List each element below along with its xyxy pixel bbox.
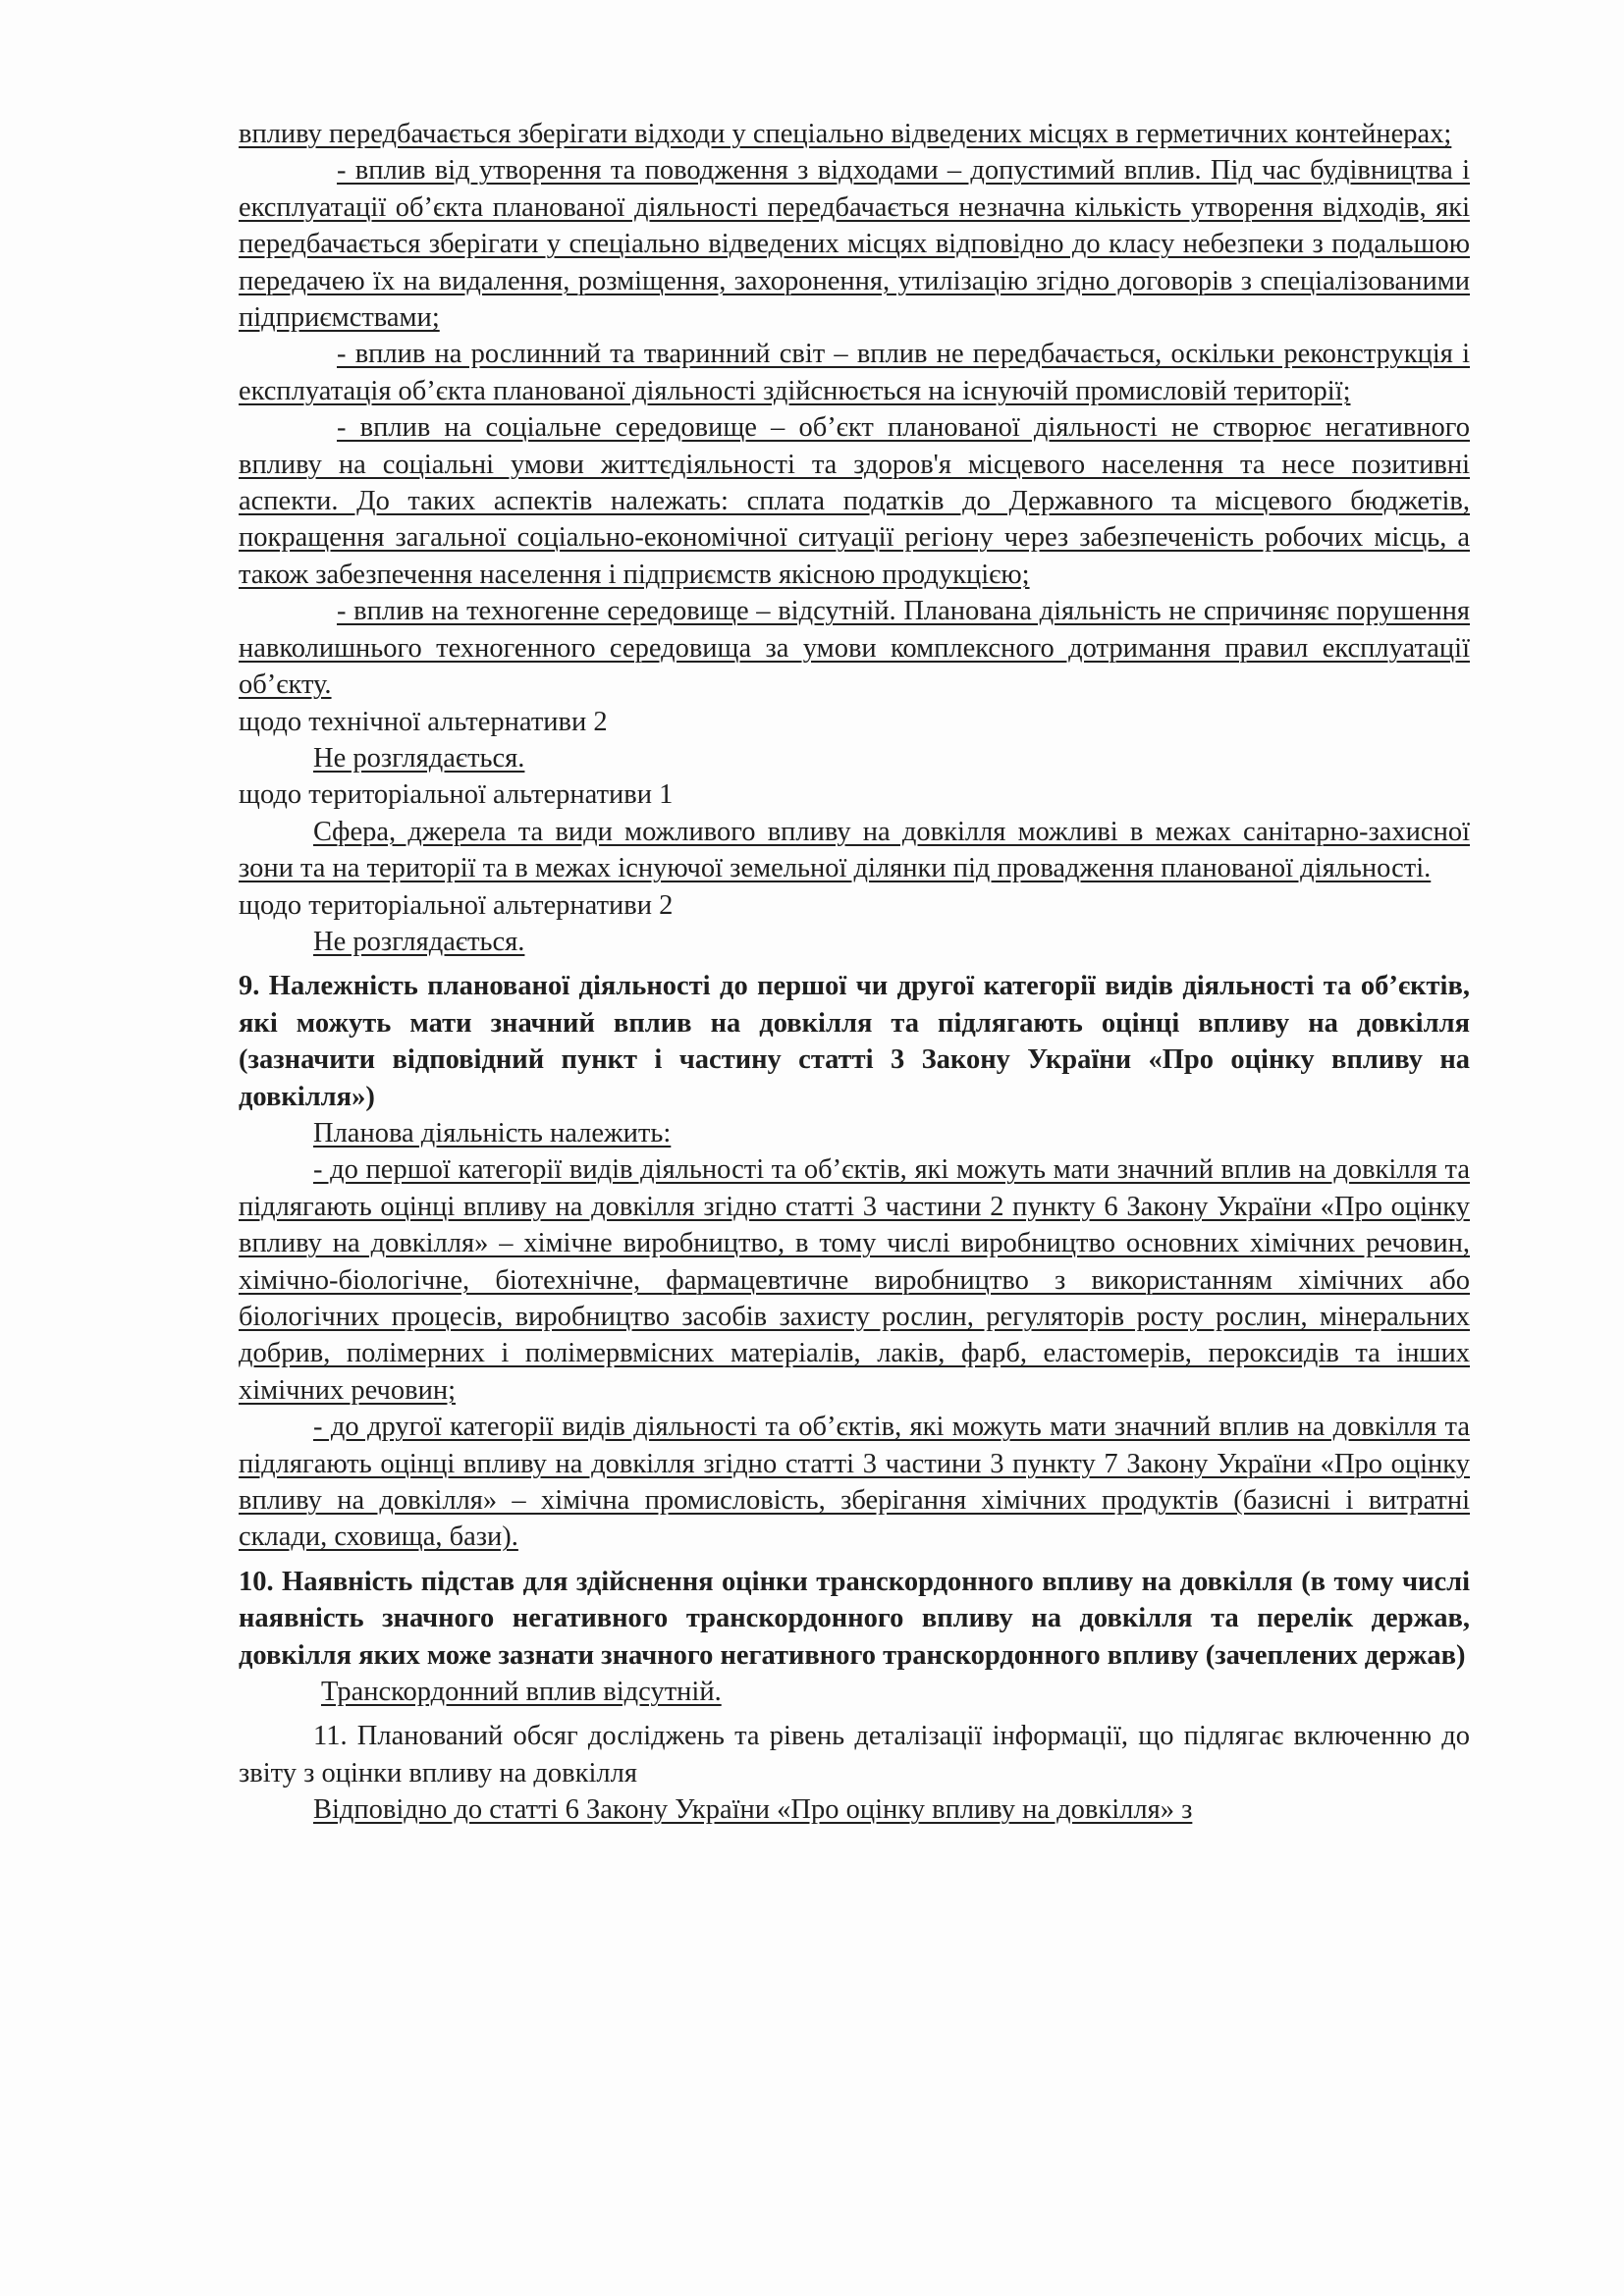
paragraph-waste-impact: - вплив від утворення та поводження з відходами – допустимий вплив. Під час будівництва і експлуатації об’єкта планованої діяльності передбачається незначна кількість утворення відходів, які передбачається зберігати у спеціально відведених місцях відповідно до класу небезпеки з подальшою передачею їх на видалення, розміщення, захоронення, утилізацію згідно договорів з спеціалізованими підприємствами;: [239, 155, 1470, 334]
document-body: [239, 116, 1470, 1829]
section-9-second-category: - до другої категорії видів діяльності та об’єктів, які можуть мати значний вплив на довкілля та підлягають оцінці впливу на довкілля згідно статті 3 частини 3 пункту 7 Закону України «Про оцінку впливу на довкілля» – хімічна промисловість, зберігання хімічних продуктів (базисні і витратні склади, сховища, бази).: [239, 1412, 1470, 1553]
section-11-heading: 11. Планований обсяг досліджень та рівень деталізації інформації, що підлягає включенню до звіту з оцінки впливу на довкілля: [239, 1721, 1470, 1789]
heading-territorial-alt-1: щодо територіальної альтернативи 1: [239, 779, 674, 811]
section-9-intro: [239, 1115, 1470, 1151]
heading-territorial-alt-2: щодо територіальної альтернативи 2: [239, 889, 674, 921]
text-not-considered-1-label: Не розглядається.: [313, 742, 525, 774]
paragraph-waste-storage: впливу передбачається зберігати відходи у спеціально відведених місцях в герметичних контейнерах;: [239, 119, 1452, 149]
section-10-heading: 10. Наявність підстав для здійснення оцінки транскордонного впливу на довкілля (в тому числі наявність значного негативного транскордонного впливу на довкілля та перелік держав, довкілля яких може зазнати значного негативного транскордонного впливу (зачеплених держав): [239, 1566, 1470, 1671]
text-not-considered-2: [239, 924, 1470, 960]
text-not-considered-1: [239, 740, 1470, 776]
section-10-answer-label: Транскордонний вплив відсутній.: [321, 1677, 722, 1708]
section-11-text: Відповідно до статті 6 Закону України «Про оцінку впливу на довкілля» з: [313, 1794, 1193, 1826]
section-9-heading: 9. Належність планованої діяльності до першої чи другої категорії видів діяльності та об’єктів, які можуть мати значний вплив на довкілля та підлягають оцінці впливу на довкілля (зазначити відповідний пункт і частину статті 3 Закону України «Про оцінку впливу на довкілля»): [239, 971, 1470, 1112]
section-9-intro-label: Планова діяльність належить:: [313, 1117, 672, 1148]
paragraph-territorial-alt-1: Сфера, джерела та види можливого впливу на довкілля можливі в межах санітарно-захисної зони та на території та в межах існуючої земельної ділянки під провадження планованої діяльності.: [239, 816, 1470, 884]
section-10-answer: [239, 1674, 1470, 1710]
paragraph-social-impact: - вплив на соціальне середовище – об’єкт планованої діяльності не створює негативного впливу на соціальні умови життєдіяльності та здоров'я місцевого населення та несе позитивні аспекти. До таких аспектів належать: сплата податків до Державного та місцевого бюджетів, покращення загальної соціально-економічної ситуації регіону через забезпеченість робочих місць, а також забезпечення населення і підприємств якісною продукцією;: [239, 412, 1470, 590]
text-not-considered-2-label: Не розглядається.: [313, 926, 525, 957]
paragraph-technogenic-impact: - вплив на техногенне середовище – відсутній. Планована діяльність не спричиняє порушення навколишнього техногенного середовища за умови комплексного дотримання правил експлуатації об’єкту.: [239, 596, 1470, 701]
heading-technical-alt-2: щодо технічної альтернативи 2: [239, 706, 608, 737]
paragraph-flora-fauna: - вплив на рослинний та тваринний світ – вплив не передбачається, оскільки реконструкція і експлуатація об’єкта планованої діяльності здійснюється на існуючій промисловій території;: [239, 339, 1470, 406]
section-9-first-category: - до першої категорії видів діяльності та об’єктів, які можуть мати значний вплив на довкілля та підлягають оцінці впливу на довкілля згідно статті 3 частини 2 пункту 6 Закону України «Про оцінку впливу на довкілля» – хімічне виробництво, в тому числі виробництво основних хімічних речовин, хімічно-біологічне, біотехнічне, фармацевтичне виробництво з використанням хімічних або біологічних процесів, виробництво засобів захисту рослин, регуляторів росту рослин, мінеральних добрив, полімерних і полімервмісних матеріалів, лаків, фарб, еластомерів, пероксидів та інших хімічних речовин;: [239, 1154, 1470, 1406]
